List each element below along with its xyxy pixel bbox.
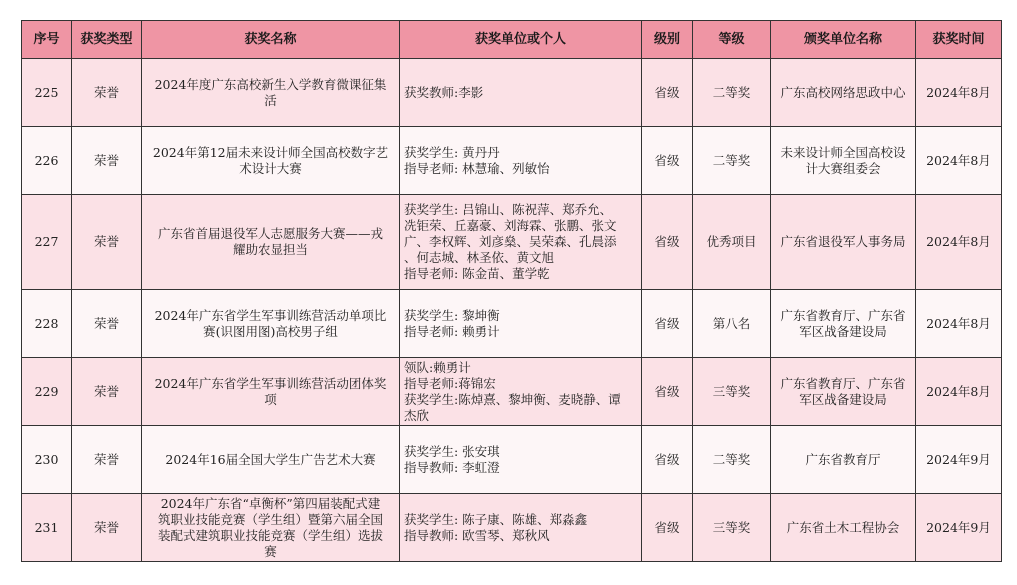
- cell-date: 2024年8月: [916, 59, 1002, 127]
- cell-date: 2024年8月: [916, 195, 1002, 290]
- cell-issuer: [771, 426, 916, 494]
- cell-level: 省级: [642, 426, 693, 494]
- cell-issuer-line: 广东省土木工程协会: [786, 519, 900, 535]
- cell-no: 226: [22, 127, 72, 195]
- cell-type: 荣誉: [72, 59, 142, 127]
- cell-issuer-line: 广东省教育厅、广东省: [780, 375, 906, 391]
- cell-grade: 三等奖: [693, 494, 771, 562]
- cell-type: 荣誉: [72, 494, 142, 562]
- header-level: 级别: [642, 21, 693, 59]
- cell-award-name: [142, 426, 400, 494]
- table-row: [22, 195, 1002, 290]
- cell-grade: 优秀项目: [693, 195, 771, 290]
- cell-issuer-line: 广东省教育厅、广东省: [780, 307, 906, 323]
- table-row: [22, 494, 1002, 562]
- cell-issuer-line: 未来设计师全国高校设: [780, 144, 906, 160]
- cell-award-name-line: 赛(识图用图)高校男子组: [203, 323, 338, 339]
- cell-type: 荣誉: [72, 127, 142, 195]
- cell-issuer-line: 广东高校网络思政中心: [780, 84, 906, 100]
- cell-award-name: [142, 358, 400, 426]
- cell-award-name-line: 项: [264, 391, 277, 407]
- cell-winners: [400, 127, 642, 195]
- cell-award-name-line: 术设计大赛: [239, 160, 302, 176]
- cell-award-name: [142, 290, 400, 358]
- cell-issuer: [771, 290, 916, 358]
- header-issuer: 颁奖单位名称: [771, 21, 916, 59]
- cell-award-name-line: 2024年第12届未来设计师全国高校数字艺: [152, 144, 389, 160]
- cell-award-name: [142, 59, 400, 127]
- table-row: [22, 358, 1002, 426]
- table-row: [22, 290, 1002, 358]
- cell-date: 2024年9月: [916, 494, 1002, 562]
- cell-winners-line: 指导老师: 林慧瑜、列敏怡: [404, 160, 550, 176]
- cell-winners: [400, 290, 642, 358]
- cell-level: 省级: [642, 494, 693, 562]
- cell-no: 228: [22, 290, 72, 358]
- header-row: [22, 21, 1002, 59]
- cell-winners-line: 获奖学生: 陈子康、陈雄、郑淼鑫: [404, 511, 588, 527]
- cell-award-name-line: 装配式建筑职业技能竞赛（学生组）选拔: [157, 527, 383, 543]
- cell-level: 省级: [642, 127, 693, 195]
- cell-winners: [400, 426, 642, 494]
- cell-issuer: [771, 494, 916, 562]
- cell-issuer-line: 广东省退役军人事务局: [780, 234, 906, 249]
- cell-winners-line: 指导教师: 欧雪琴、郑秋风: [404, 527, 550, 543]
- cell-grade: 二等奖: [693, 127, 771, 195]
- cell-award-name-line: 2024年广东省“卓衡杯”第四届装配式建: [160, 495, 381, 511]
- cell-award-name-line: 赛: [264, 543, 277, 559]
- cell-winners-line: 获奖学生: 黎坤衡: [404, 307, 500, 323]
- cell-no: 231: [22, 494, 72, 562]
- header-name: 获奖名称: [142, 21, 400, 59]
- cell-award-name-line: 广东省首届退役军人志愿服务大赛——戎: [157, 226, 383, 241]
- header-grade: 等级: [693, 21, 771, 59]
- awards-table: [21, 20, 1002, 562]
- cell-winners: [400, 195, 642, 290]
- cell-award-name-line: 2024年度广东高校新生入学教育微课征集: [154, 76, 387, 92]
- cell-award-name-line: 2024年广东省学生军事训练营活动单项比: [154, 307, 387, 323]
- cell-winners-line: 指导老师:蒋锦宏: [404, 375, 496, 391]
- cell-type: 荣誉: [72, 290, 142, 358]
- cell-award-name: [142, 195, 400, 290]
- cell-grade: 第八名: [693, 290, 771, 358]
- cell-winners-line: 获奖学生: 黄丹丹: [404, 144, 500, 160]
- cell-issuer-line: 军区战备建设局: [799, 391, 887, 407]
- cell-issuer-line: 计大赛组委会: [805, 160, 881, 176]
- cell-issuer: [771, 59, 916, 127]
- header-no: 序号: [22, 21, 72, 59]
- cell-winners: [400, 358, 642, 426]
- cell-type: 荣誉: [72, 195, 142, 290]
- header-winners: 获奖单位或个人: [400, 21, 642, 59]
- table-row: [22, 426, 1002, 494]
- cell-winners-line: 、何志城、林圣依、黄文旭: [404, 250, 555, 265]
- cell-issuer-line: 军区战备建设局: [799, 323, 887, 339]
- cell-grade: 三等奖: [693, 358, 771, 426]
- table-row: [22, 59, 1002, 127]
- cell-award-name-line: 2024年16届全国大学生广告艺术大赛: [165, 451, 376, 467]
- cell-date: 2024年8月: [916, 127, 1002, 195]
- cell-no: 227: [22, 195, 72, 290]
- cell-winners-line: 指导老师: 赖勇计: [404, 323, 500, 339]
- cell-level: 省级: [642, 290, 693, 358]
- cell-winners: [400, 494, 642, 562]
- header-date: 获奖时间: [916, 21, 1002, 59]
- cell-date: 2024年9月: [916, 426, 1002, 494]
- table-row: [22, 127, 1002, 195]
- cell-winners-line: 获奖学生:陈焯熹、黎坤衡、麦晓静、谭: [404, 391, 621, 407]
- cell-winners-line: 广、李权辉、刘彦燊、吴荣森、孔晨添: [404, 234, 617, 249]
- cell-award-name-line: 2024年广东省学生军事训练营活动团体奖: [154, 375, 387, 391]
- cell-level: 省级: [642, 358, 693, 426]
- cell-grade: 二等奖: [693, 426, 771, 494]
- cell-winners-line: 获奖学生: 吕锦山、陈祝萍、郑乔允、: [404, 202, 613, 217]
- cell-issuer: [771, 358, 916, 426]
- cell-type: 荣誉: [72, 426, 142, 494]
- cell-winners-line: 指导老师: 陈金苗、董学乾: [404, 266, 550, 281]
- cell-date: 2024年8月: [916, 358, 1002, 426]
- cell-no: 225: [22, 59, 72, 127]
- cell-date: 2024年8月: [916, 290, 1002, 358]
- cell-award-name: [142, 127, 400, 195]
- cell-grade: 二等奖: [693, 59, 771, 127]
- cell-level: 省级: [642, 195, 693, 290]
- cell-winners-line: 获奖教师:李影: [404, 84, 484, 100]
- cell-winners-line: 杰欣: [404, 407, 430, 423]
- cell-winners-line: 领队:赖勇计: [404, 359, 471, 375]
- cell-issuer: [771, 127, 916, 195]
- cell-issuer-line: 广东省教育厅: [805, 451, 881, 467]
- cell-winners: [400, 59, 642, 127]
- cell-award-name-line: 耀助农显担当: [232, 242, 308, 257]
- cell-issuer: [771, 195, 916, 290]
- cell-winners-line: 冼钜荣、丘嘉豪、刘海霖、张鹏、张文: [404, 218, 617, 233]
- cell-award-name-line: 筑职业技能竞赛（学生组）暨第六届全国: [157, 511, 383, 527]
- cell-no: 229: [22, 358, 72, 426]
- cell-winners-line: 指导教师: 李虹澄: [404, 459, 500, 475]
- cell-winners-line: 获奖学生: 张安琪: [404, 443, 500, 459]
- header-type: 获奖类型: [72, 21, 142, 59]
- cell-type: 荣誉: [72, 358, 142, 426]
- cell-award-name-line: 活: [264, 92, 277, 108]
- cell-level: 省级: [642, 59, 693, 127]
- cell-no: 230: [22, 426, 72, 494]
- cell-award-name: [142, 494, 400, 562]
